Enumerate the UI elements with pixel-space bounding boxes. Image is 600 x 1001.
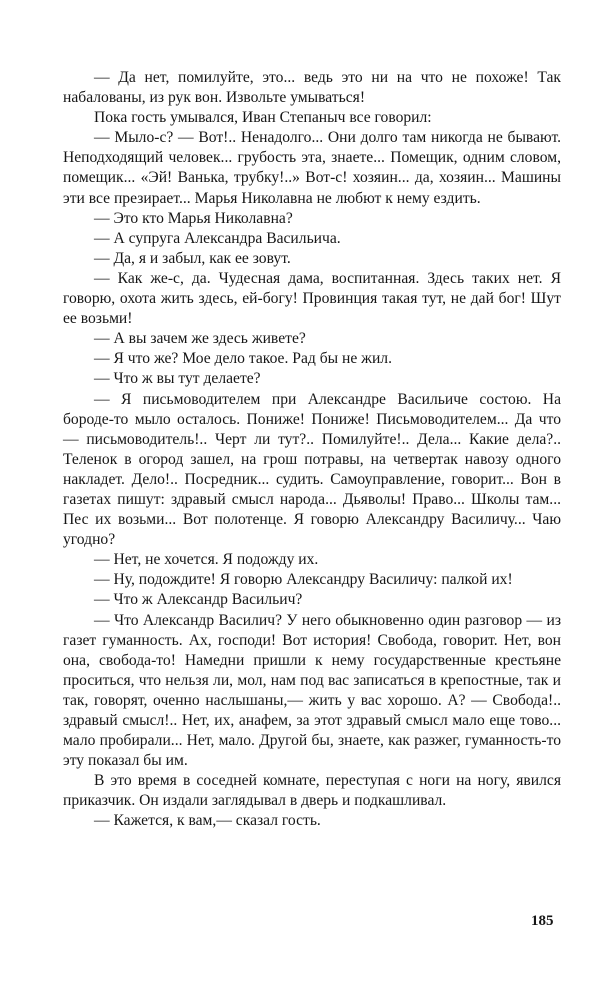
paragraph: — Да, я и забыл, как ее зовут. <box>94 249 291 267</box>
page-number: 185 <box>531 913 554 929</box>
paragraph: — А супруга Александра Васильича. <box>94 229 341 247</box>
paragraph: — Нет, не хочется. Я подожду их. <box>94 551 319 569</box>
paragraph: — Что ж Александр Васильич? <box>94 591 303 609</box>
paragraph: — Кажется, к вам,— сказал гость. <box>94 812 321 830</box>
paragraph: — Я письмоводителем при Александре Васильиче состою. На бороде-то мыло осталось. Пониже! Пониже! Письмоводителем... Да что — письмоводитель!.. Черт ли тут?.. Помилуйте!.. Дела... Какие дела?.. Теленок в огород зашел, на грош потравы, на четвертак навозу одного накладет. Дело!.. Посредник... судить. Самоуправление, говорит... Вон в газетах пишут: здравый смысл народа... Дьяволы! Право... Школы там... Пес их возьми... Вот полотенце. Я говорю Александру Василичу... Чаю угодно? <box>63 390 561 549</box>
paragraph: — Это кто Марья Николавна? <box>94 209 293 227</box>
paragraph: — Что ж вы тут делаете? <box>94 370 261 388</box>
paragraph: — Как же-с, да. Чудесная дама, воспитанная. Здесь таких нет. Я говорю, охота жить здесь, ей-богу! Провинция такая тут, не дай бог! Шут ее возьми! <box>63 269 561 328</box>
paragraph: В это время в соседней комнате, переступая с ноги на ногу, явился приказчик. Он издали заглядывал в дверь и подкашливал. <box>63 772 561 810</box>
paragraph: — Мыло-с? — Вот!.. Ненадолго... Они долго там никогда не бывают. Неподходящий человек... грубость эта, знаете... Помещик, одним словом, помещик... «Эй! Ванька, трубку!..» Вот-с! хозяин... да, хозяин... Машины эти все презирает... Марья Николавна не любют к нему ездить. <box>63 129 561 207</box>
paragraph: — Да нет, помилуйте, это... ведь это ни на что не похоже! Так набалованы, из рук вон. Извольте умываться! <box>63 69 561 107</box>
paragraph: — А вы зачем же здесь живете? <box>94 330 306 348</box>
paragraph: — Ну, подождите! Я говорю Александру Василичу: палкой их! <box>94 571 513 589</box>
page-text <box>63 68 561 832</box>
paragraph: — Что Александр Василич? У него обыкновенно один разговор — из газет гуманность. Ах, господи! Вот история! Свобода, говорит. Нет, вон она, свобода-то! Намедни пришли к нему государственные крестьяне проситься, что нельзя ли, мол, нам под вас записаться в крепостные, так и так, говорят, оченно наслышаны,— жить у вас хорошо. А? — Свобода!.. здравый смысл!.. Нет, их, анафем, за этот здравый смысл мало еще тово... мало пробирали... Нет, мало. Другой бы, знаете, как разжег, гуманность-то эту показал бы им. <box>63 611 561 770</box>
paragraph: — Я что же? Мое дело такое. Рад бы не жил. <box>94 350 392 368</box>
paragraph: Пока гость умывался, Иван Степаныч все говорил: <box>94 109 432 127</box>
